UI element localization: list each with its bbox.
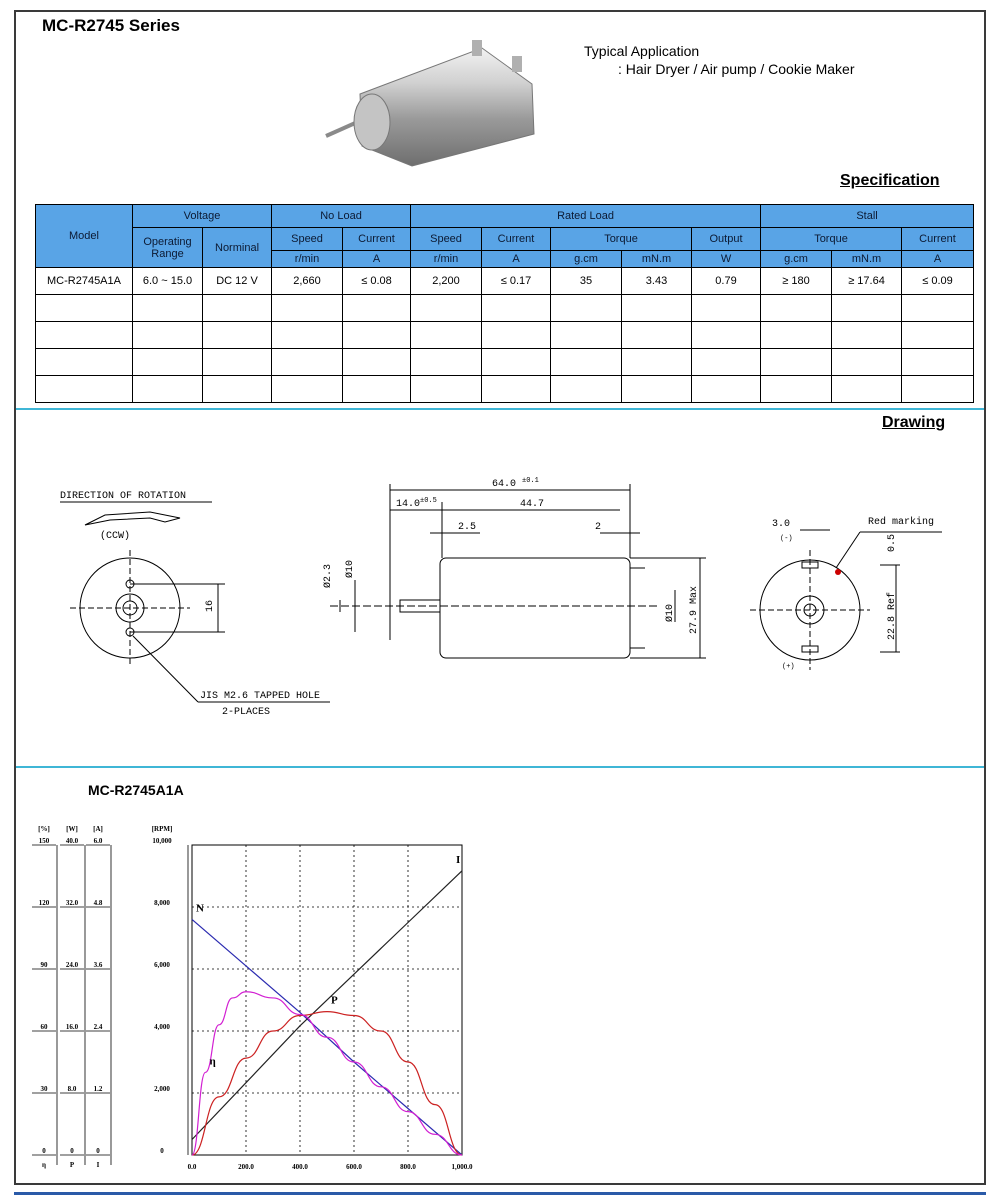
y-tick-label: 40.0 [65,837,79,845]
places-label: 2-PLACES [222,707,271,718]
performance-chart [30,815,490,1175]
application-list: : Hair Dryer / Air pump / Cookie Maker [618,61,855,77]
empty-row [36,376,974,403]
x-tick-label: 800.0 [400,1163,416,1171]
application-label: Typical Application [584,43,700,59]
cell-stall-current: ≤ 0.09 [902,268,974,295]
bottom-rule [14,1192,986,1195]
group-voltage: Voltage [133,205,272,228]
y-tick-label: 1.2 [93,1085,103,1093]
unit-gcm: g.cm [551,251,622,268]
y-tick-label: 2,000 [154,1085,170,1093]
y-tick-label: 60 [40,1023,48,1031]
motor-image [322,34,552,174]
page-title: MC-R2745 Series [42,16,180,35]
technical-drawing [30,440,970,740]
dim-shaft-tol: ±0.5 [420,497,437,505]
col-operating-range [133,228,203,268]
drawing-heading: Drawing [882,414,946,431]
operating-label: Operating [143,235,192,248]
empty-row [36,349,974,376]
unit-amp: A [482,251,551,268]
empty-row [36,322,974,349]
y-tick-label: 0 [42,1147,46,1155]
y-axis-unit: [A] [93,825,103,833]
y-axis-footer: I [96,1161,100,1169]
cell-rated-output: 0.79 [692,268,761,295]
y-tick-label: 0 [70,1147,74,1155]
specification-heading: Specification [840,172,940,189]
dim-2: 2 [595,522,602,533]
graph-title: MC-R2745A1A [88,782,184,798]
dim-d10-boss: Ø10 [665,603,676,622]
group-no-load: No Load [272,205,411,228]
y-tick-label: 3.6 [93,961,103,969]
empty-row [36,295,974,322]
y-tick-label: 32.0 [65,899,79,907]
col-rated-current: Current [482,228,551,251]
y-tick-label: 150 [38,837,50,845]
y-axis-footer: η [42,1161,46,1169]
y-tick-label: 10,000 [152,837,172,845]
y-axis-footer: P [69,1161,75,1169]
x-tick-label: 400.0 [292,1163,308,1171]
unit-gcm: g.cm [761,251,832,268]
y-tick-label: 120 [38,899,50,907]
unit-watt: W [692,251,761,268]
unit-mnm: mN.m [622,251,692,268]
unit-rpm: r/min [272,251,343,268]
cell-stall-torque-gcm: ≥ 180 [761,268,832,295]
cell-rated-current: ≤ 0.17 [482,268,551,295]
tapped-hole-label: JIS M2.6 TAPPED HOLE [200,691,321,702]
x-tick-label: 0.0 [187,1163,197,1171]
y-tick-label: 16.0 [65,1023,79,1031]
col-rated-torque: Torque [551,228,692,251]
y-tick-label: 90 [40,961,48,969]
y-tick-label: 4,000 [154,1023,170,1031]
col-rated-output: Output [692,228,761,251]
col-stall-current: Current [902,228,974,251]
y-tick-label: 30 [40,1085,48,1093]
series-line-η [192,992,462,1155]
y-tick-label: 8.0 [67,1085,77,1093]
dim-0-5: 0.5 [887,533,898,552]
series-line-P [192,1012,462,1155]
cell-rated-torque-mnm: 3.43 [622,268,692,295]
dim-body: 44.7 [520,499,545,510]
dim-d10-shaft: Ø10 [345,559,356,578]
dim-16: 16 [205,599,216,612]
direction-title: DIRECTION OF ROTATION [60,491,187,502]
series-label: I [456,853,461,866]
y-tick-label: 24.0 [65,961,79,969]
y-axis-unit: [W] [66,825,78,833]
col-model: Model [36,205,133,268]
cell-noload-speed: 2,660 [272,268,343,295]
col-noload-current: Current [343,228,411,251]
series-label: η [209,1055,216,1068]
cell-nominal: DC 12 V [203,268,272,295]
col-stall-torque: Torque [761,228,902,251]
dim-shaft: 14.0 [396,499,421,510]
cell-model: MC-R2745A1A [36,268,133,295]
dim-27-9: 27.9 Max [689,585,700,634]
col-rated-speed: Speed [411,228,482,251]
spec-table [35,204,974,403]
series-label: P [331,994,338,1007]
y-tick-label: 0 [160,1147,164,1155]
x-tick-label: 600.0 [346,1163,362,1171]
unit-rpm: r/min [411,251,482,268]
y-tick-label: 2.4 [93,1023,103,1031]
dim-3-0: 3.0 [772,519,791,530]
typical-application [584,42,855,78]
cell-stall-torque-mnm: ≥ 17.64 [832,268,902,295]
series-line-I [192,871,462,1140]
y-tick-label: 8,000 [154,899,170,907]
dim-d2-3: Ø2.3 [323,563,334,588]
cell-rated-torque-gcm: 35 [551,268,622,295]
dim-total-tol: ±0.1 [522,477,539,485]
range-label: Range [151,247,184,260]
dim-total: 64.0 [492,479,517,490]
cell-noload-current: ≤ 0.08 [343,268,411,295]
dim-22-8: 22.8 Ref [887,591,898,640]
x-tick-label: 1,000.0 [451,1163,473,1171]
y-tick-label: 4.8 [93,899,103,907]
group-rated-load: Rated Load [411,205,761,228]
unit-amp: A [343,251,411,268]
y-tick-label: 6.0 [93,837,103,845]
series-label: N [196,902,204,915]
y-tick-label: 0 [96,1147,100,1155]
col-nominal: Norminal [203,228,272,268]
table-row [36,268,974,295]
ccw-label: (CCW) [100,531,131,542]
x-tick-label: 200.0 [238,1163,254,1171]
unit-mnm: mN.m [832,251,902,268]
section-divider [16,408,984,410]
section-divider [16,766,984,768]
plus-terminal-label: (+) [782,663,795,671]
dim-2-5: 2.5 [458,522,477,533]
red-marking-label: Red marking [868,517,935,528]
y-axis-unit: [%] [38,825,50,833]
y-tick-label: 6,000 [154,961,170,969]
col-noload-speed: Speed [272,228,343,251]
group-stall: Stall [761,205,974,228]
minus-terminal-label: (-) [780,535,793,543]
unit-amp: A [902,251,974,268]
cell-rated-speed: 2,200 [411,268,482,295]
y-axis-unit: [RPM] [151,825,173,833]
cell-operating-range: 6.0 ~ 15.0 [133,268,203,295]
